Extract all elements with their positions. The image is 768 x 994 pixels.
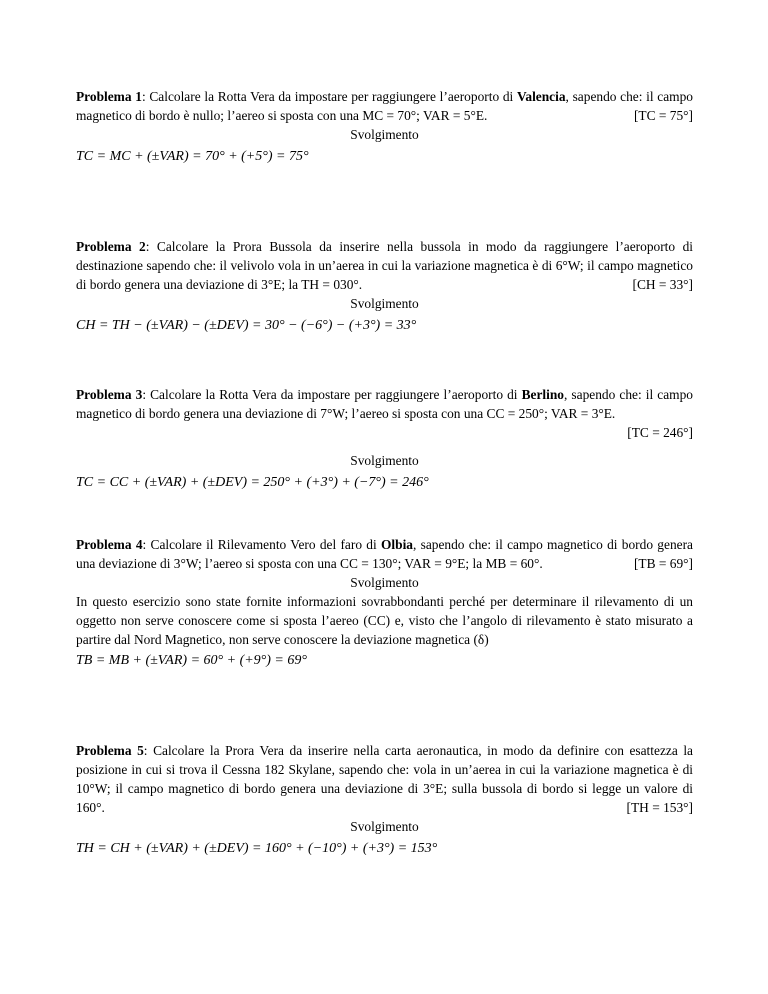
problem-text-continued: , sapendo che: il campo magnetico di bordo è nullo; l’aereo si sposta con una MC = 70°; VAR = 5°E. <box>76 89 693 123</box>
problem-5 <box>76 741 693 858</box>
problem-text: : Calcolare la Prora Bussola da inserire nella bussola in modo da raggiungere l’aeroporto di destinazione sapendo che: il velivolo vola in un’aerea in cui la variazione magnetica è di 6°W; il campo magnetico di bordo genera una deviazione di 3°E; la TH = 030°. <box>76 239 693 292</box>
problem-statement <box>76 741 693 817</box>
answer: [TC = 246°] <box>627 425 693 440</box>
solution-formula: CH = TH − (±VAR) − (±DEV) = 30° − (−6°) − (+3°) = 33° <box>76 318 417 333</box>
problem-2 <box>76 237 693 335</box>
solution-heading: Svolgimento <box>350 453 419 468</box>
problem-statement <box>76 237 693 294</box>
problem-number: Problema 4 <box>76 537 143 552</box>
problem-number: Problema 5 <box>76 743 144 758</box>
destination-name: Berlino <box>521 387 564 402</box>
answer: [TB = 69°] <box>633 556 693 571</box>
problem-text: : Calcolare la Prora Vera da inserire nella carta aeronautica, in modo da definire con esattezza la posizione in cui si trova il Cessna 182 Skylane, sapendo che: vola in un’aerea in cui la variazione magnetica è di 10°W; il campo magnetico di bordo genera una deviazione di 3°E; sulla bussola di bordo si legge un valore di 160°. <box>76 743 693 815</box>
problem-number: Problema 3 <box>76 387 143 402</box>
problem-statement <box>76 385 693 423</box>
solution-formula: TC = MC + (±VAR) = 70° + (+5°) = 75° <box>76 149 309 164</box>
problem-statement <box>76 87 693 125</box>
solution-heading: Svolgimento <box>350 127 419 142</box>
problem-number: Problema 2 <box>76 239 146 254</box>
problem-number: Problema 1 <box>76 89 142 104</box>
solution-heading: Svolgimento <box>350 575 419 590</box>
problem-text-continued: , sapendo che: il campo magnetico di bordo genera una deviazione di 7°W; l’aereo si sposta con una CC = 250°; VAR = 3°E. <box>76 387 693 421</box>
solution-note: In questo esercizio sono state fornite informazioni sovrabbondanti perché per determinare il rilevamento di un oggetto non serve conoscere come si sposta l’aereo (CC) e, visto che l’angolo di rilevamento è stato misurato a partire dal Nord Magnetico, non serve conoscere la deviazione magnetica (δ) <box>76 594 693 647</box>
problem-text: : Calcolare il Rilevamento Vero del faro di <box>142 537 381 552</box>
answer: [TH = 153°] <box>626 800 693 815</box>
answer: [TC = 75°] <box>633 108 693 123</box>
problem-3 <box>76 385 693 492</box>
problem-1 <box>76 87 693 166</box>
solution-heading: Svolgimento <box>350 296 419 311</box>
solution-formula: TH = CH + (±VAR) + (±DEV) = 160° + (−10°) + (+3°) = 153° <box>76 841 438 856</box>
problem-text: : Calcolare la Rotta Vera da impostare per raggiungere l’aeroporto di <box>142 387 522 402</box>
answer: [CH = 33°] <box>632 277 693 292</box>
problem-statement <box>76 535 693 573</box>
problem-4 <box>76 535 693 670</box>
problem-text-continued: , sapendo che: il campo magnetico di bordo genera una deviazione di 3°W; l’aereo si sposta con una CC = 130°; VAR = 9°E; la MB = 60°. <box>76 537 693 571</box>
solution-formula: TC = CC + (±VAR) + (±DEV) = 250° + (+3°) + (−7°) = 246° <box>76 475 429 490</box>
destination-name: Olbia <box>381 537 413 552</box>
solution-formula: TB = MB + (±VAR) = 60° + (+9°) = 69° <box>76 653 307 668</box>
problem-text: : Calcolare la Rotta Vera da impostare per raggiungere l’aeroporto di <box>141 89 517 104</box>
destination-name: Valencia <box>516 89 566 104</box>
solution-heading: Svolgimento <box>350 819 419 834</box>
